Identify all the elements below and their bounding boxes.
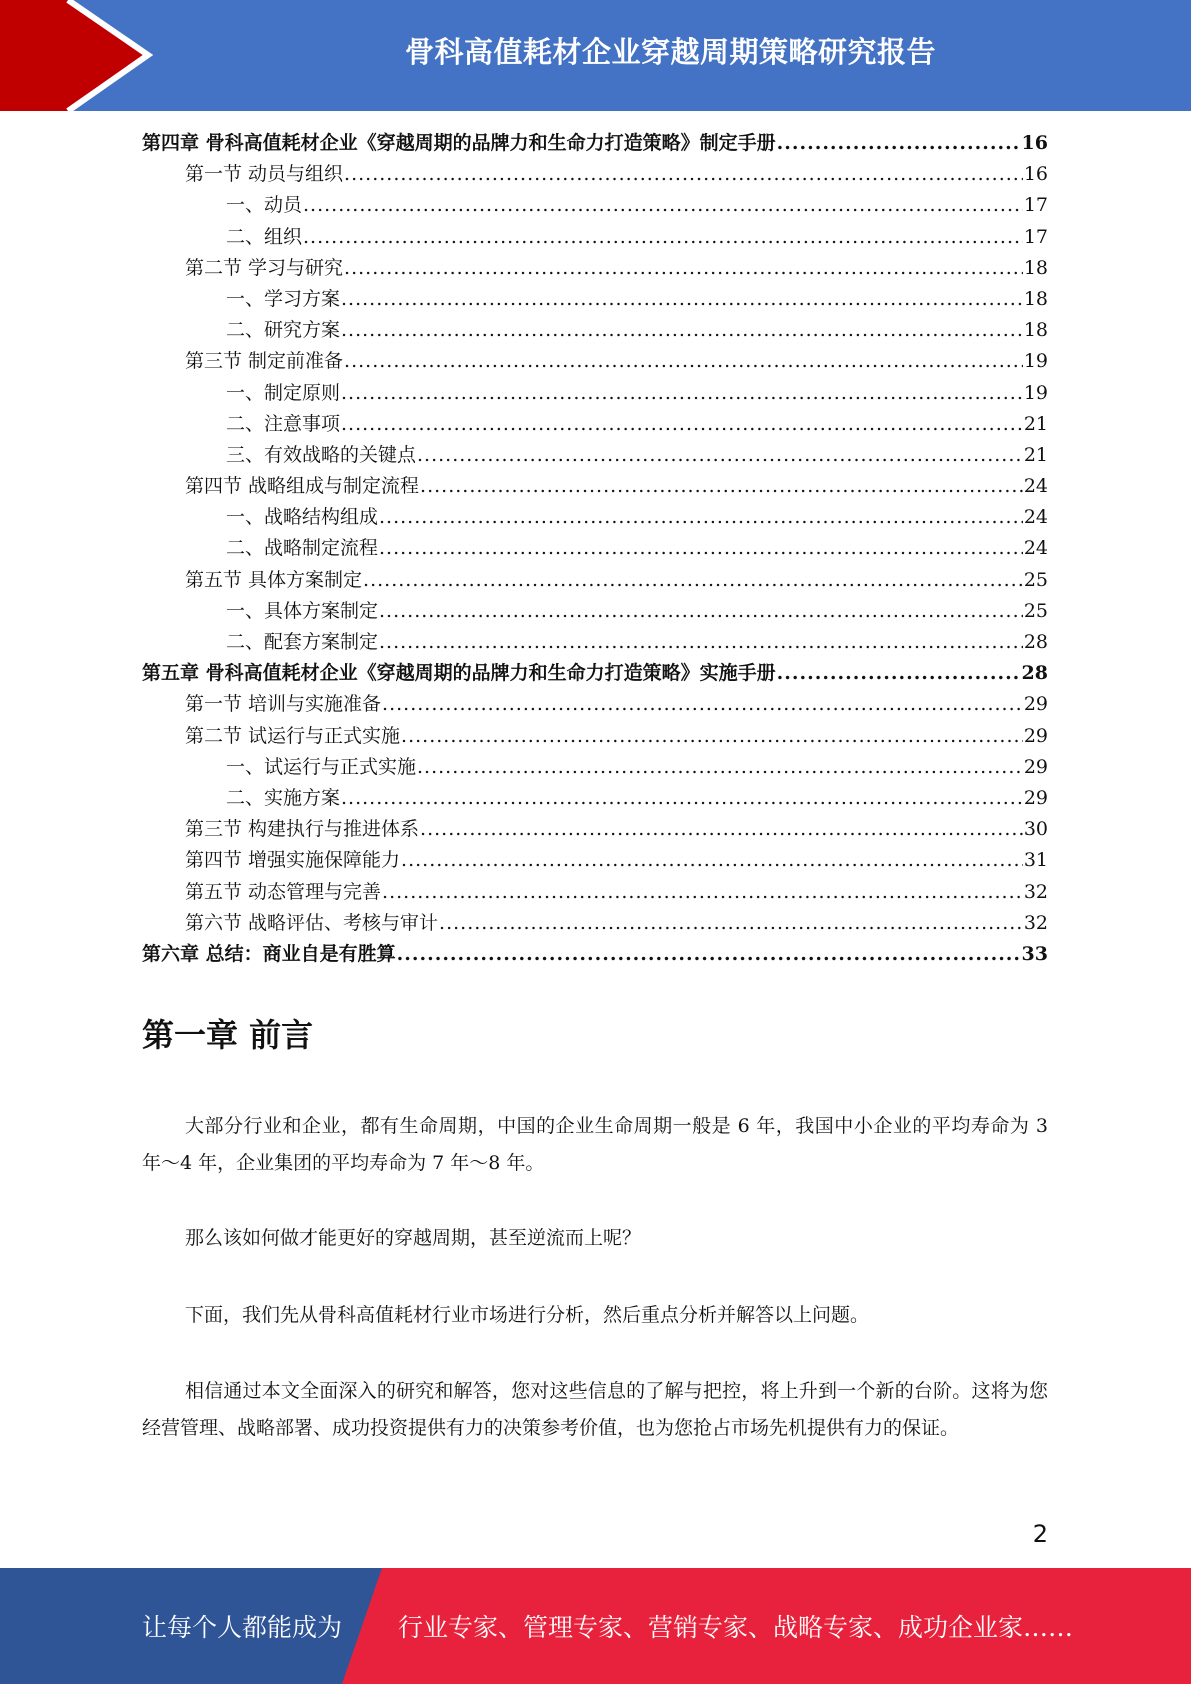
toc-entry-title: 二、战略制定流程	[226, 537, 379, 560]
toc-dot-leader	[303, 190, 1023, 221]
toc-dot-leader	[401, 845, 1023, 876]
toc-entry-title: 一、动员	[226, 194, 303, 217]
toc-section-entry[interactable]	[142, 721, 1048, 752]
toc-subsection-entry[interactable]	[142, 409, 1048, 440]
toc-entry-title: 二、组织	[226, 225, 303, 248]
toc-entry-page: 18	[1023, 287, 1048, 310]
toc-section-entry[interactable]	[142, 689, 1048, 720]
toc-entry-page: 25	[1023, 599, 1048, 622]
toc-section-entry[interactable]	[142, 565, 1048, 596]
toc-entry-title: 第六节 战略评估、考核与审计	[185, 911, 439, 934]
toc-dot-leader	[439, 908, 1023, 939]
toc-entry-page: 19	[1023, 350, 1048, 373]
toc-dot-leader	[379, 596, 1023, 627]
toc-dot-leader	[344, 346, 1023, 377]
toc-section-entry[interactable]	[142, 908, 1048, 939]
toc-entry-title: 第六章 总结：商业自是有胜算	[142, 942, 396, 965]
toc-dot-leader	[303, 222, 1023, 253]
toc-subsection-entry[interactable]	[142, 315, 1048, 346]
toc-entry-title: 第五节 具体方案制定	[185, 568, 363, 591]
toc-entry-title: 三、有效战略的关键点	[226, 443, 417, 466]
toc-entry-page: 16	[1023, 163, 1048, 186]
toc-dot-leader	[341, 315, 1023, 346]
toc-entry-page: 32	[1023, 880, 1048, 903]
toc-entry-page: 28	[1023, 631, 1048, 653]
toc-entry-page: 29	[1023, 693, 1048, 716]
toc-entry-page: 30	[1023, 818, 1048, 841]
toc-entry-page: 31	[1023, 849, 1048, 872]
toc-dot-leader	[401, 721, 1023, 752]
toc-entry-title: 第四章 骨科高值耗材企业《穿越周期的品牌力和生命力打造策略》制定手册	[142, 132, 776, 154]
toc-subsection-entry[interactable]	[142, 284, 1048, 315]
toc-dot-leader	[341, 409, 1023, 440]
table-of-contents	[142, 128, 1048, 970]
toc-dot-leader	[379, 533, 1023, 564]
chapter-heading: 第一章 前言	[142, 1016, 314, 1054]
toc-dot-leader	[420, 471, 1023, 502]
toc-entry-title: 一、具体方案制定	[226, 599, 379, 622]
toc-section-entry[interactable]	[142, 253, 1048, 284]
paragraph-lifecycle: 大部分行业和企业，都有生命周期，中国的企业生命周期一般是 6 年，我国中小企业的平均寿命为 3 年～4 年，企业集团的平均寿命为 7 年～8 年。	[142, 1115, 1048, 1174]
toc-entry-title: 第一节 动员与组织	[185, 163, 344, 186]
toc-entry-title: 第二节 试运行与正式实施	[185, 724, 401, 747]
toc-entry-page: 24	[1023, 537, 1048, 560]
toc-entry-page: 21	[1023, 412, 1048, 435]
toc-entry-title: 二、注意事项	[226, 412, 341, 435]
page-footer	[0, 1568, 1191, 1684]
toc-entry-page: 19	[1023, 381, 1048, 404]
toc-chapter-entry[interactable]	[142, 939, 1048, 970]
toc-section-entry[interactable]	[142, 471, 1048, 502]
toc-entry-page: 18	[1023, 256, 1048, 279]
toc-entry-page: 25	[1023, 568, 1048, 591]
toc-entry-title: 一、学习方案	[226, 287, 341, 310]
toc-entry-title: 第四节 战略组成与制定流程	[185, 475, 420, 498]
toc-section-entry[interactable]	[142, 877, 1048, 908]
toc-entry-page: 21	[1023, 443, 1048, 466]
toc-section-entry[interactable]	[142, 159, 1048, 190]
page-header	[0, 0, 1191, 111]
toc-entry-page: 29	[1023, 724, 1048, 747]
toc-section-entry[interactable]	[142, 346, 1048, 377]
toc-subsection-entry[interactable]	[142, 222, 1048, 253]
toc-entry-title: 二、实施方案	[226, 786, 341, 809]
toc-subsection-entry[interactable]	[142, 378, 1048, 409]
toc-dot-leader	[420, 814, 1023, 845]
toc-section-entry[interactable]	[142, 814, 1048, 845]
toc-entry-page: 32	[1023, 911, 1048, 934]
toc-entry-title: 二、研究方案	[226, 319, 341, 342]
toc-dot-leader	[341, 783, 1023, 814]
toc-entry-page: 28	[1021, 662, 1048, 685]
toc-dot-leader	[417, 752, 1023, 783]
toc-dot-leader	[341, 378, 1023, 409]
toc-chapter-entry[interactable]	[142, 658, 1048, 689]
toc-entry-page: 16	[1021, 132, 1048, 154]
toc-dot-leader	[379, 627, 1023, 658]
toc-entry-page: 18	[1023, 319, 1048, 342]
toc-entry-title: 一、试运行与正式实施	[226, 755, 417, 778]
toc-dot-leader	[777, 128, 1021, 159]
footer-slogan-right: 行业专家、管理专家、营销专家、战略专家、成功企业家……	[398, 1613, 1074, 1642]
toc-subsection-entry[interactable]	[142, 440, 1048, 471]
toc-subsection-entry[interactable]	[142, 533, 1048, 564]
toc-entry-page: 17	[1023, 225, 1048, 248]
toc-subsection-entry[interactable]	[142, 190, 1048, 221]
toc-dot-leader	[341, 284, 1023, 315]
paragraph-analysis-intro: 下面，我们先从骨科高值耗材行业市场进行分析，然后重点分析并解答以上问题。	[185, 1304, 870, 1326]
toc-entry-page: 24	[1023, 506, 1048, 529]
toc-entry-page: 29	[1023, 755, 1048, 778]
toc-entry-title: 第三节 构建执行与推进体系	[185, 818, 420, 841]
toc-entry-page: 24	[1023, 475, 1048, 498]
toc-entry-title: 第五章 骨科高值耗材企业《穿越周期的品牌力和生命力打造策略》实施手册	[142, 662, 776, 685]
toc-entry-page: 17	[1023, 194, 1048, 217]
paragraph-question: 那么该如何做才能更好的穿越周期，甚至逆流而上呢？	[185, 1227, 642, 1249]
toc-entry-title: 第一节 培训与实施准备	[185, 693, 382, 716]
toc-dot-leader	[379, 502, 1023, 533]
toc-entry-title: 一、制定原则	[226, 381, 341, 404]
toc-dot-leader	[397, 939, 1021, 970]
toc-entry-title: 第二节 学习与研究	[185, 256, 344, 279]
toc-entry-title: 一、战略结构组成	[226, 506, 379, 529]
paragraph-value-statement: 相信通过本文全面深入的研究和解答，您对这些信息的了解与把控，将上升到一个新的台阶。这将为您经营管理、战略部署、成功投资提供有力的决策参考价值，也为您抢占市场先机提供有力的保证。	[142, 1380, 1048, 1439]
toc-entry-title: 第五节 动态管理与完善	[185, 880, 382, 903]
toc-subsection-entry[interactable]	[142, 783, 1048, 814]
toc-subsection-entry[interactable]	[142, 596, 1048, 627]
header-arrow-decoration	[0, 0, 160, 111]
toc-entry-title: 第四节 增强实施保障能力	[185, 849, 401, 872]
toc-chapter-entry[interactable]	[142, 128, 1048, 159]
toc-subsection-entry[interactable]	[142, 627, 1048, 658]
toc-subsection-entry[interactable]	[142, 752, 1048, 783]
page-number: 2	[1032, 1520, 1048, 1548]
footer-slogan-left: 让每个人都能成为	[142, 1613, 343, 1642]
toc-dot-leader	[363, 565, 1023, 596]
toc-dot-leader	[344, 253, 1023, 284]
toc-section-entry[interactable]	[142, 845, 1048, 876]
toc-dot-leader	[382, 877, 1023, 908]
toc-entry-title: 第三节 制定前准备	[185, 350, 344, 373]
toc-entry-page: 33	[1021, 942, 1048, 965]
toc-dot-leader	[777, 658, 1021, 689]
toc-subsection-entry[interactable]	[142, 502, 1048, 533]
report-title: 骨科高值耗材企业穿越周期策略研究报告	[404, 34, 936, 69]
toc-dot-leader	[382, 689, 1023, 720]
toc-dot-leader	[417, 440, 1023, 471]
toc-entry-title: 二、配套方案制定	[226, 631, 379, 653]
toc-dot-leader	[344, 159, 1023, 190]
toc-entry-page: 29	[1023, 786, 1048, 809]
